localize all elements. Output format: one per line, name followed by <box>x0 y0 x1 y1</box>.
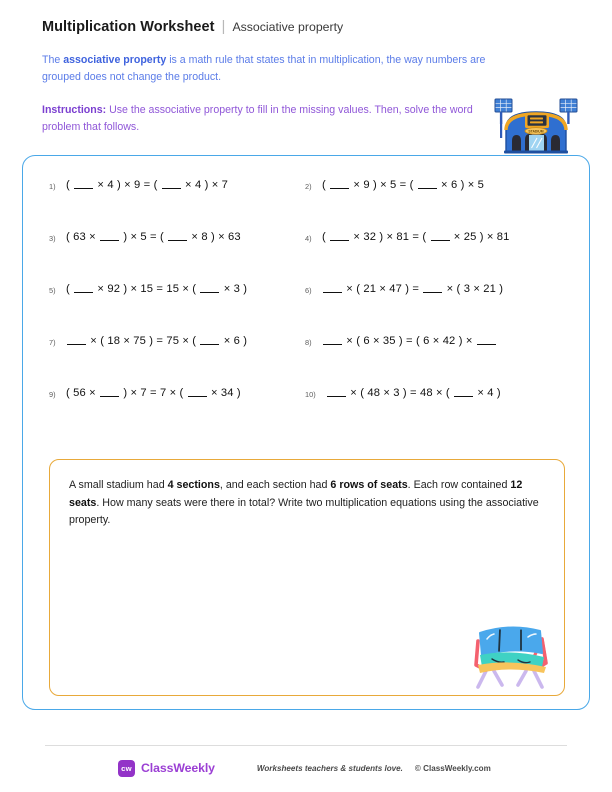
problem-equation: ( × 9 ) × 5 = ( × 6 ) × 5 <box>322 179 485 191</box>
wp-part4: . How many seats were there in total? Write two multiplication equations using the associative property. <box>69 496 539 526</box>
problem-number: 6) <box>305 286 312 295</box>
answer-blank[interactable] <box>327 396 346 397</box>
answer-blank[interactable] <box>74 188 93 189</box>
intro-rest: is a math rule that states that in multiplication, the way numbers are grouped does not change the product. <box>42 54 486 83</box>
problem-equation: ( 63 × ) × 5 = ( × 8 ) × 63 <box>66 231 241 243</box>
wp-bold-sections: 4 sections <box>167 479 220 491</box>
problem-number: 2) <box>305 182 312 191</box>
answer-blank[interactable] <box>330 240 349 241</box>
stadium-seats-icon <box>464 617 556 691</box>
wp-bold-rows: 6 rows of seats <box>330 479 408 491</box>
answer-blank[interactable] <box>323 344 342 345</box>
problem-item <box>49 282 305 334</box>
wp-part1: A small stadium had <box>69 479 168 491</box>
problem-number: 10) <box>305 390 316 399</box>
instructions-label: Instructions: <box>42 104 107 116</box>
answer-blank[interactable] <box>162 188 181 189</box>
wp-bold-seats: 12 seats <box>69 479 523 509</box>
problem-equation: × ( 18 × 75 ) = 75 × ( × 6 ) <box>66 334 247 349</box>
problem-number: 1) <box>49 182 56 191</box>
intro-paragraph <box>42 52 512 85</box>
stadium-icon <box>492 94 580 156</box>
problem-equation: ( 56 × ) × 7 = 7 × ( × 34 ) <box>66 387 241 399</box>
wp-part2: , and each section had <box>219 479 331 491</box>
word-problem-box <box>49 459 565 696</box>
page-title <box>42 18 570 35</box>
problem-number: 5) <box>49 286 56 295</box>
problem-item <box>305 334 565 386</box>
problem-equation: × ( 6 × 35 ) = ( 6 × 42 ) × <box>322 334 497 349</box>
problem-equation: ( × 32 ) × 81 = ( × 25 ) × 81 <box>322 231 510 243</box>
intro-prefix: The <box>42 54 64 66</box>
problem-equation: ( × 4 ) × 9 = ( × 4 ) × 7 <box>66 179 229 191</box>
word-problem-text <box>69 477 545 530</box>
answer-blank[interactable] <box>188 396 207 397</box>
problem-item <box>49 230 305 282</box>
answer-blank[interactable] <box>454 396 473 397</box>
problem-item <box>49 334 305 386</box>
answer-blank[interactable] <box>423 292 442 293</box>
problem-grid <box>49 178 565 438</box>
title-subtitle: Associative property <box>232 20 344 34</box>
answer-blank[interactable] <box>323 292 342 293</box>
problem-item <box>49 178 305 230</box>
title-separator: | <box>221 18 226 35</box>
intro-bold-term: associative property <box>63 54 167 66</box>
answer-blank[interactable] <box>477 344 496 345</box>
wp-part3: . Each row contained <box>407 479 511 491</box>
answer-blank[interactable] <box>100 396 119 397</box>
footer-tagline: Worksheets teachers & students love. <box>256 763 403 773</box>
instructions-paragraph <box>42 102 502 135</box>
problem-number: 9) <box>49 390 56 399</box>
problem-number: 4) <box>305 234 312 243</box>
problem-item <box>49 386 305 438</box>
problem-item <box>305 178 565 230</box>
worksheet-header <box>42 18 570 135</box>
answer-blank[interactable] <box>418 188 437 189</box>
answer-blank[interactable] <box>200 292 219 293</box>
instructions-text: Use the associative property to fill in the missing values. Then, solve the word problem that follows. <box>42 104 473 133</box>
brand-name: ClassWeekly <box>141 761 215 775</box>
answer-blank[interactable] <box>74 292 93 293</box>
answer-blank[interactable] <box>168 240 187 241</box>
footer <box>45 756 567 780</box>
brand-logo <box>118 760 215 777</box>
footer-divider <box>45 745 567 746</box>
problem-item <box>305 386 565 438</box>
problem-number: 8) <box>305 338 312 347</box>
problem-number: 7) <box>49 338 56 347</box>
problem-number: 3) <box>49 234 56 243</box>
problem-equation: × ( 21 × 47 ) = × ( 3 × 21 ) <box>322 282 503 297</box>
answer-blank[interactable] <box>67 344 86 345</box>
worksheet-card <box>22 155 590 710</box>
svg-text:STADIUM: STADIUM <box>528 129 544 134</box>
problem-item <box>305 230 565 282</box>
problem-equation: × ( 48 × 3 ) = 48 × ( × 4 ) <box>326 386 501 401</box>
classweekly-logo-icon: cw <box>118 760 135 777</box>
answer-blank[interactable] <box>431 240 450 241</box>
answer-blank[interactable] <box>330 188 349 189</box>
problem-item <box>305 282 565 334</box>
problem-equation: ( × 92 ) × 15 = 15 × ( × 3 ) <box>66 283 248 295</box>
footer-copyright: © ClassWeekly.com <box>414 763 491 773</box>
title-main: Multiplication Worksheet <box>42 19 215 35</box>
answer-blank[interactable] <box>100 240 119 241</box>
answer-blank[interactable] <box>200 344 219 345</box>
